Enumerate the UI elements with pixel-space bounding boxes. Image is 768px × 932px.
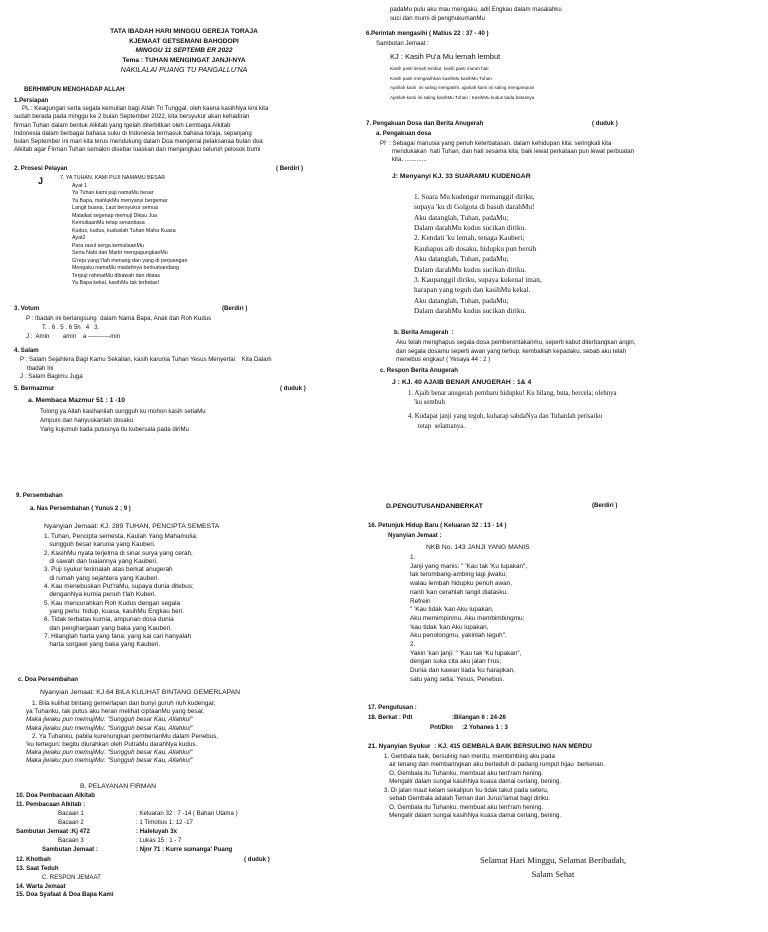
sub-heading: J: Menyanyi KJ. 33 SUARAMU KUDENGAR [392, 173, 531, 180]
song-line: 2. Ya Tuhanku, pabila kurenungkan pemberianMu dalam Penebus, [32, 732, 219, 740]
berkat-value: :2 Yohanes 1 : 3 [462, 724, 508, 731]
song-line: nanti 'kan cerahlah langit diatasku. [410, 588, 508, 596]
song-line: Kauhapus aib dosaku, hidupku pun bersih [414, 243, 537, 253]
salam-block [14, 347, 272, 382]
song-line: 7. YA TUHAN, KAMI PUJI NAMAMU BESAR [60, 175, 166, 181]
reading-value: : Haleluyah 3x [136, 828, 177, 835]
song-title: NKB No. 143 JANJI YANG MANIS [426, 544, 530, 551]
song-line: Refrein [410, 597, 431, 605]
section-heading: D.PENGUTUSANDANBERKAT [386, 503, 483, 510]
reading-label: Bacaan 1 [58, 810, 84, 817]
sub-heading: c. Respon Berita Anugerah [380, 367, 458, 374]
item-heading: 7. Pengakuan Dosa dan Berita Anugerah [366, 120, 484, 127]
song-block [44, 533, 198, 650]
song-line: O, Gembala itu Tuhanku, membuat aku tent'ram hening. [384, 769, 544, 777]
item-heading: 13. Saat Teduh [16, 865, 59, 872]
song-line: Maka jiwaku pun memujiMu: "Sungguh besar Kau, Allahku!" [26, 749, 193, 757]
closing-line: Salam Sehat [531, 868, 575, 879]
text-line: Ampuni dan hanyuskanlah dosaku [40, 416, 134, 424]
title-line: NAKILALAI PUANG TU PANGALLU'NA [120, 65, 248, 75]
song-line: Dalam darahMu kudus sucikan diriku. [414, 264, 527, 274]
text-line: kita, ............. [380, 156, 427, 164]
text-line: sudah berada pada minggu ke 2 bulan September 2022, kita bersyukur akan kehadiran [14, 113, 250, 121]
song-line: walau lembah hidupku penuh awan, [410, 580, 512, 588]
song-line: Yakin 'kan janji: " 'Kau tak 'Ku lupakan", [410, 649, 522, 657]
berita-block [396, 339, 636, 365]
song-line: Malaikat segenap memuji Dikau Jua [72, 212, 158, 219]
song-line: 6. Tidak terbatas kurnia, ampunan dosa dunia [44, 616, 174, 624]
song-line: Ajarilah kami ini saling kasihMu Tuhan : KasihMu kudus tiada batasnya [390, 94, 535, 100]
sub-heading: a. Membaca Mazmur 51 : 1 -10 [28, 397, 126, 404]
song-line: Mengalir dalam sungai kasihNya kuasa damai cerlang, bening. [384, 778, 562, 786]
text-line: PL : Keagungan serta segala kemulian bagi Allah Tri Tunggal, oleh kaena kasihNya kini kita [22, 105, 269, 113]
item-heading: 6.Perintah mengasihi ( Matius 22 : 37 - 40 ) [366, 30, 489, 37]
song-line: 2. KasihMu nyata terjelma di sinar surya yang cerah, [44, 549, 193, 557]
berkat-label: 18. Berkat : Pdt [368, 714, 413, 721]
song-line: 3. Di jalan maut kelam sekalipun 'ku tidak takut pada seteru, [384, 786, 549, 794]
song-line: 1. Bila kulihat bintang gemerlapan dan bunyi guruh riuh kudengar, [32, 700, 216, 707]
song-line: Mengalir dalam sungai kasihNya kuasa damai cerlang, bening. [384, 811, 562, 819]
song-line: Aku datanglah, Tuhan, padaMu; [414, 295, 509, 305]
item-heading: 14. Warta Jemaat [16, 882, 66, 890]
song-block [60, 175, 187, 288]
text-line: firman Tuhan dalam bentuk Alkitab yang tgelah diterbitkan oleh Lembaga Alkitab [14, 121, 231, 129]
song-line: tak terombang-ambing lagi jiwaku; [410, 571, 507, 579]
text-line: Pf : Sebagai manusia yang penuh keterbatasan, dalam kehidupan kita; seringkali kita [380, 140, 612, 147]
song-line: 1. Gembala baik, bersuling nan merdu, membimbing aku pada [384, 753, 555, 760]
song-line: O, Gembala itu Tuhanku, membuat aku tent'ram hening. [384, 803, 544, 811]
closing-greeting [368, 854, 738, 882]
song-line: di sawah dan tuaiannya yang Kauberi. [44, 557, 158, 565]
song-line: 'kau tidak 'kan Aku lupakan, [410, 623, 489, 631]
berkat-label: Pnt/Dkn [430, 724, 454, 731]
song-line: satu yang setia: Yesus, Penebus. [410, 675, 505, 683]
posture-note: ( duduk ) [280, 385, 306, 392]
text-line: bulan September ini mari kita terus mendukung dalam Doa mengenai pelaksanaa bulan doa [14, 138, 263, 146]
tail-block [16, 865, 114, 900]
song-line: ya Tuhanku, tak putus aku heran melihat ciptaanMu yang besar. [26, 708, 205, 716]
sub-heading: a. Nas Persembahan ( Yunus 2 ; 9 ) [30, 505, 131, 512]
song-line: Aku datanglah, Tuhan, padaMu; [414, 212, 509, 222]
continued-text [390, 6, 562, 24]
posture-note: (Berdiri ) [222, 305, 248, 312]
song-line: Dalam darahMu kudus sucikan diriku. [414, 223, 527, 233]
song-line: di rumah yang sejahtera yang Kauberi. [44, 574, 160, 582]
item-heading: 16. Petunjuk Hidup Baru ( Keluaran 32 : 13 - 14 ) [368, 522, 507, 529]
kj-block [390, 64, 534, 103]
reading-label: Sambutan Jemaat :Kj 472 [16, 828, 90, 835]
song-block [26, 700, 218, 765]
song-line: 'ku tertegun: begitu diurahkan oleh PutraMu darahNya kudus. [26, 740, 198, 748]
song-line: 3. Puji syukur terimalah atas berkat anugerah [44, 566, 173, 574]
text-line: Alkitab agar Firman Tuhan semakin disebar luaskan dan menjangkau seluruh pelosok bumi [14, 146, 261, 154]
text-line: P : Salam Sejahtera Bagi Kamu Sekalian, kasih karunia Tuhan Yesus Menyertai Kita Dalam [20, 355, 272, 363]
title-line: TATA IBADAH HARI MINGGU GEREJA TORAJA [110, 28, 258, 35]
song-line: air tenang dan membaringkan aku berteduh di padang rumput hijau berkenan. [384, 761, 605, 769]
text-line: T. . 6 . 5 . 6 5h 4 3. [42, 323, 100, 331]
text-line: J : Salam Bagimu Juga [20, 373, 83, 381]
text-line: P : Ibadah ini berlangsung dalam Nama Bapa, Anak dan Roh Kudus [26, 315, 212, 322]
reading-value: : Lukas 15 : 1 - 7 [136, 837, 182, 844]
text-line: padaMu pulu aku mau mengaku, adil Engkau dalam masalahku [390, 6, 562, 13]
song-title: KJ : Kasih Pu'a Mu lemah lembut [390, 52, 501, 61]
title-line: MINGGU 11 SEPTEMB ER 2022 [135, 47, 233, 55]
song-line: sebab Gembala adalah Teman dan Jurus'lamat bagi diriku. [384, 795, 551, 803]
song-line: Dalam darahMu kudus sucikan diriku. [414, 305, 527, 315]
song-block [414, 192, 542, 316]
song-line: Mengaku namaMu madahnya berkumandang [72, 265, 179, 272]
pf-block [380, 140, 634, 165]
song-line: 'ku sembuh [414, 399, 445, 407]
song-line: 1. [410, 554, 416, 561]
song-line: Maka jiwaku pun memujiMu: "Sungguh besar Kau, Allahku!" [26, 724, 193, 732]
text-line: Aku telah menghapus segala dosa pemberontakanmu, seperti kabut diterbangkan angin, [396, 339, 636, 346]
reading-label: Bacaan 2 [58, 819, 84, 826]
section-heading: B. PELAYANAN FIRMAN [80, 783, 157, 790]
song-line: 4. Kudapat janji yang teguh, kuharap sabdaNya dan Tuhanlah perisaiku [408, 413, 603, 421]
song-line: tetap selamanya. [418, 422, 465, 430]
section-heading: BERHIMPUN MENGHADAP ALLAH [24, 86, 125, 93]
mazmur-block [40, 408, 206, 434]
song-line: Ayat 1 [72, 182, 87, 189]
song-line: 4. Kau menebuskan Put'raMu, supaya dunia ditebus; [44, 582, 194, 590]
item-heading: 10. Doa Pembacaan Alkitab [16, 792, 96, 799]
item-heading: 1.Persiapan [14, 97, 49, 104]
song-title: Nyanyian Jemaat: KJ. 289 TUHAN, PENCIPTA SEMESTA [44, 523, 220, 530]
text-line: J : Amin amin a -----------min [26, 332, 121, 340]
item-heading: 2. Prosesi Pelayan [14, 165, 68, 172]
respon-block [408, 389, 617, 431]
section-heading: C. RESPON JEMAAT [42, 873, 101, 881]
posture-note: ( duduk ) [592, 120, 618, 127]
song-line: supaya 'ku di Golgota di basuh darahMu! [414, 202, 535, 212]
song-title: J : KJ. 40 AJAIB BENAR ANUGERAH : 1& 4 [392, 379, 532, 386]
song-line: Para rasul serga kemuliaanMu [72, 242, 144, 249]
song-block [410, 554, 527, 685]
sub-heading: b. Berita Anugerah : [394, 329, 454, 336]
song-line: harta sorgawi yang baka yang Kauberi. [44, 641, 161, 649]
song-line: dan penghargaan yang baka yang Kauberi. [44, 624, 172, 632]
song-line: Ya Bapa kekal, kasihMu tak terbatas! [72, 280, 160, 287]
item-heading: 5. Bermazmur [14, 385, 55, 392]
song-line: KemuliaanMu tetap senantiasa [72, 220, 145, 227]
title-line: KJEMAAT GETSEMANI BAHODOPI [129, 37, 239, 45]
song-line: " 'Kau tidak 'kan Aku lupakan, [410, 606, 494, 614]
berkat-row [368, 714, 748, 734]
song-line: 7. Hilanglah harta yang fana; yang kai cari hanyalah [44, 632, 192, 640]
song-line: 2. [410, 641, 416, 649]
song-line: 1. Tuhan, Pencipta semesta, Kaulah Yang Mahamulia; [44, 533, 198, 540]
song-line: 1. Ajaib benar anugerah pembaru hidupku! Ku hilang, buta, bercela; olehnya [408, 390, 617, 397]
text-line: Sambutan Jemaat : [376, 40, 429, 47]
song-line: G'reja yang t'lah menang dan yang di perjuangan [72, 257, 188, 264]
song-line: Serta Nabi dan Martir mengagungkanMu [72, 250, 168, 257]
reading-value: : Keluaran 32 : 7 -14 ( Bahan Utama ) [136, 810, 238, 817]
item-heading: 17. Pengutusan : [368, 704, 417, 711]
song-line: Terpuji rahmatMu dibawah dan diatas [72, 272, 161, 279]
song-line: sungguh besar karunia yang Kauberi. [44, 541, 156, 549]
song-line: Maka jiwaku pun memujiMu: "Sungguh besar Kau, Allahku!" [26, 757, 193, 765]
reading-label: Bacaan 3 [58, 837, 84, 844]
song-line: dengan suka cita aku jalan t'rus; [410, 658, 502, 666]
song-line: Aku memimpinmu, Aku membimbingmu; [410, 614, 525, 622]
posture-note: (Berdiri ) [592, 502, 618, 509]
berkat-value: :Bilangan 6 : 24-26 [452, 714, 506, 721]
title-block [14, 27, 354, 76]
song-line: Langit buana, Laut bersyukur semua [72, 205, 158, 212]
text-line: Yang kujumuli tiada putusnya tlu kubersala pada diriMu [40, 425, 189, 433]
song-line: Ajarilah kami ini saling mengasihi, ajarilah kami ini saling mengampuni [390, 85, 535, 91]
song-line: yang perlu: hidup, kuasa, kasihMu Engkau beri. [44, 607, 184, 615]
item-heading: 21. Nyanyian Syukur : KJ. 415 GEMBALA BAIK BERSULING NAN MERDU [368, 743, 592, 750]
posture-note: ( duduk ) [244, 856, 270, 863]
song-line: 5. Kau mencurahkan Roh Kudus dengan segala [44, 599, 181, 607]
reading-value: : 1 Timotius 1: 12 -17 [136, 819, 193, 826]
text-line: Ibadah Ini [20, 364, 54, 372]
song-line: 1. Suara Mu kudengar memanggil diriku, [414, 192, 535, 201]
persiapan-block [14, 97, 354, 155]
posture-note: ( Berdiri ) [276, 165, 304, 172]
item-heading: 3. Votum [14, 305, 40, 312]
song-block [384, 753, 605, 820]
song-line: Maka jiwaku pun memujiMu: "Sungguh besar Kau, Allahku!" [26, 716, 193, 724]
song-line: Aku penolongmu, yakinlah teguh". [410, 632, 507, 640]
reading-value: : Njnr 71 : Kurre sumanga' Puang [136, 846, 233, 853]
sub-heading: c. Doa Persembahan [18, 676, 78, 683]
votum-block [26, 315, 211, 341]
item-heading: 15. Doa Syafaat & Doa Bapa Kami [16, 891, 114, 899]
closing-line: Selamat Hari Minggu, Selamat Beribadah, [479, 855, 627, 865]
song-line: 3. Kaupanggil diriku, supaya kukenal iman, [414, 274, 542, 284]
song-line: harapan yang teguh dan kasihMu kekal. [414, 285, 531, 295]
song-line: 2. Kendati 'ku lemah, tenaga Kauberi; [414, 233, 525, 243]
song-line: Aku datanglah, Tuhan, padaMu; [414, 254, 509, 264]
item-heading: 9. Persembahan [16, 492, 63, 499]
response-mark: J [38, 176, 44, 186]
song-line: Janji yang manis: " 'Kau tak 'Ku lupakan", [410, 562, 528, 570]
text-line: Tolong ya Allah kasihanilah sungguh ku mohon kasih setiaMu [40, 408, 206, 415]
text-line: Indonesia dalam berbagai bahasa suku di Indonesia termasuk bahasa toraja, sepanjang [14, 129, 252, 137]
song-line: Ayat2 [72, 235, 86, 242]
item-heading: 12. Khotbah [16, 856, 51, 863]
sub-heading: a. Pengakuan dosa [376, 130, 432, 137]
song-line: denganNya kurnia penuh t'lah Kuberi. [44, 591, 157, 599]
song-line: Kudus, kudus, kuduslah Tuhan Maha Kuasa [72, 227, 176, 234]
title-line: Tema : TUHAN MENGINGAT JANJI-NYA [122, 56, 246, 64]
item-heading: 11. Pembacaan Alkitab : [16, 800, 86, 808]
sub-heading: Nyanyian Jemaat : [388, 532, 442, 539]
song-title: Nyanyian Jemaat: KJ.64 BILA KULIHAT BINTANG GEMERLAPAN [40, 689, 241, 696]
song-line: Ya Bapa, mahlukMu menyanyi bergemar [72, 197, 168, 204]
text-line: mendukakan hati Tuhan, dan hati sesama kita, baik lewat perkataan pun lewat perbuatan [380, 148, 635, 156]
song-line: Ya Tuhan kami puji namaMu besar [72, 190, 154, 197]
song-line: Dunia dan kawan tiada 'ku harapkan, [410, 667, 515, 675]
text-line: dan segala dosamu seperti awan yang tertiup, kembalilah kepadaku, sebab aku telah [396, 347, 627, 355]
text-line: menebus engkau! ( Yesaya 44 : 2 ) [396, 356, 491, 364]
song-line: Kasih pasti lemah lembut, kasih pasti murah hati [390, 66, 489, 71]
reading-label: Sambutan Jemaat : [42, 846, 98, 853]
text-line: suci dan murni di penghukumanMu [390, 14, 485, 22]
song-line: Kasih pasti mengasihkan kasihMu kasihMu Tuhan [390, 75, 492, 81]
item-heading: 4. Salam [14, 347, 39, 354]
items-block [16, 792, 95, 810]
